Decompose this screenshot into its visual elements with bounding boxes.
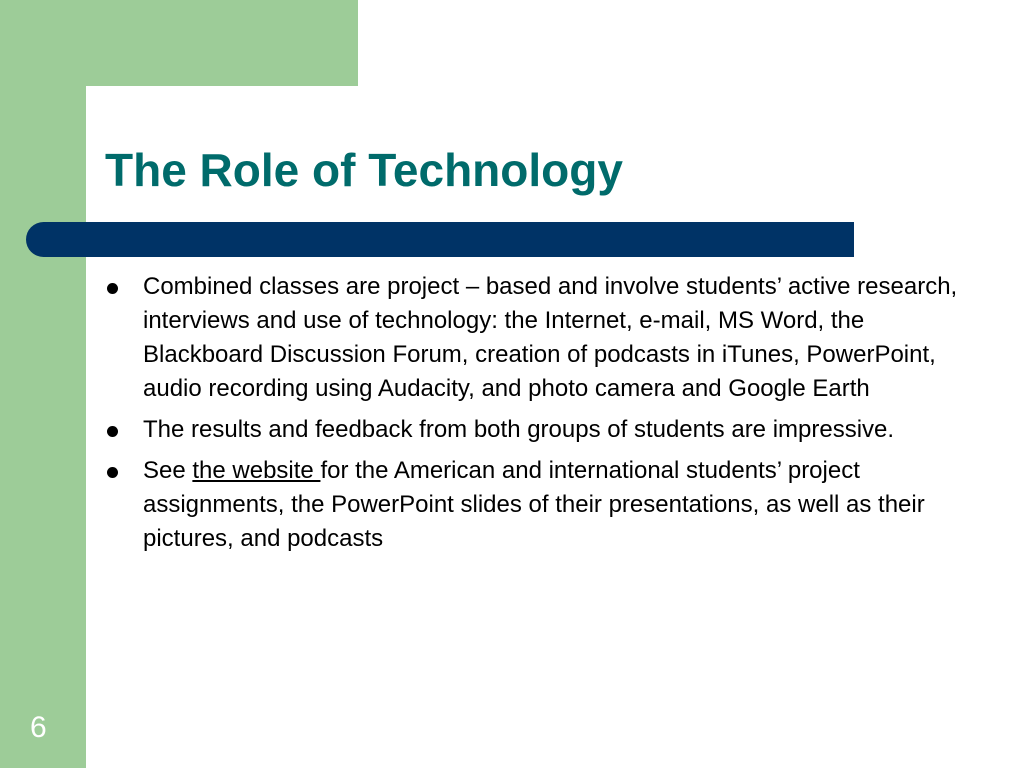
slide-number: 6 — [30, 711, 47, 744]
bullet-item-website — [105, 454, 965, 556]
bullet-item-results — [105, 413, 965, 447]
bullet-dot-icon — [107, 467, 118, 478]
slide-title: The Role of Technology — [105, 144, 623, 196]
bullet-item-technology — [105, 270, 965, 406]
title-underline-bar — [26, 222, 854, 257]
website-link[interactable]: the website — [192, 457, 321, 484]
bullet-text: The results and feedback from both groups of students are impressive. — [143, 416, 895, 443]
bullet-list — [105, 270, 965, 563]
bullet-text-suffix: for the American and international students’ project assignments, the PowerPoint slides of their presentations, as well as their pictures, and podcasts — [143, 457, 925, 552]
bullet-dot-icon — [107, 283, 118, 294]
left-accent-band — [0, 0, 86, 768]
bullet-dot-icon — [107, 426, 118, 437]
bullet-text: Combined classes are project – based and involve students’ active research, interviews and use of technology: the Internet, e-mail, MS Word, the Blackboard Discussion Forum, creation of podcasts in iTunes, PowerPoint, audio recording using Audacity, and photo camera and Google Earth — [143, 273, 958, 402]
top-accent-band — [0, 0, 358, 86]
bullet-text-prefix: See — [143, 457, 193, 484]
